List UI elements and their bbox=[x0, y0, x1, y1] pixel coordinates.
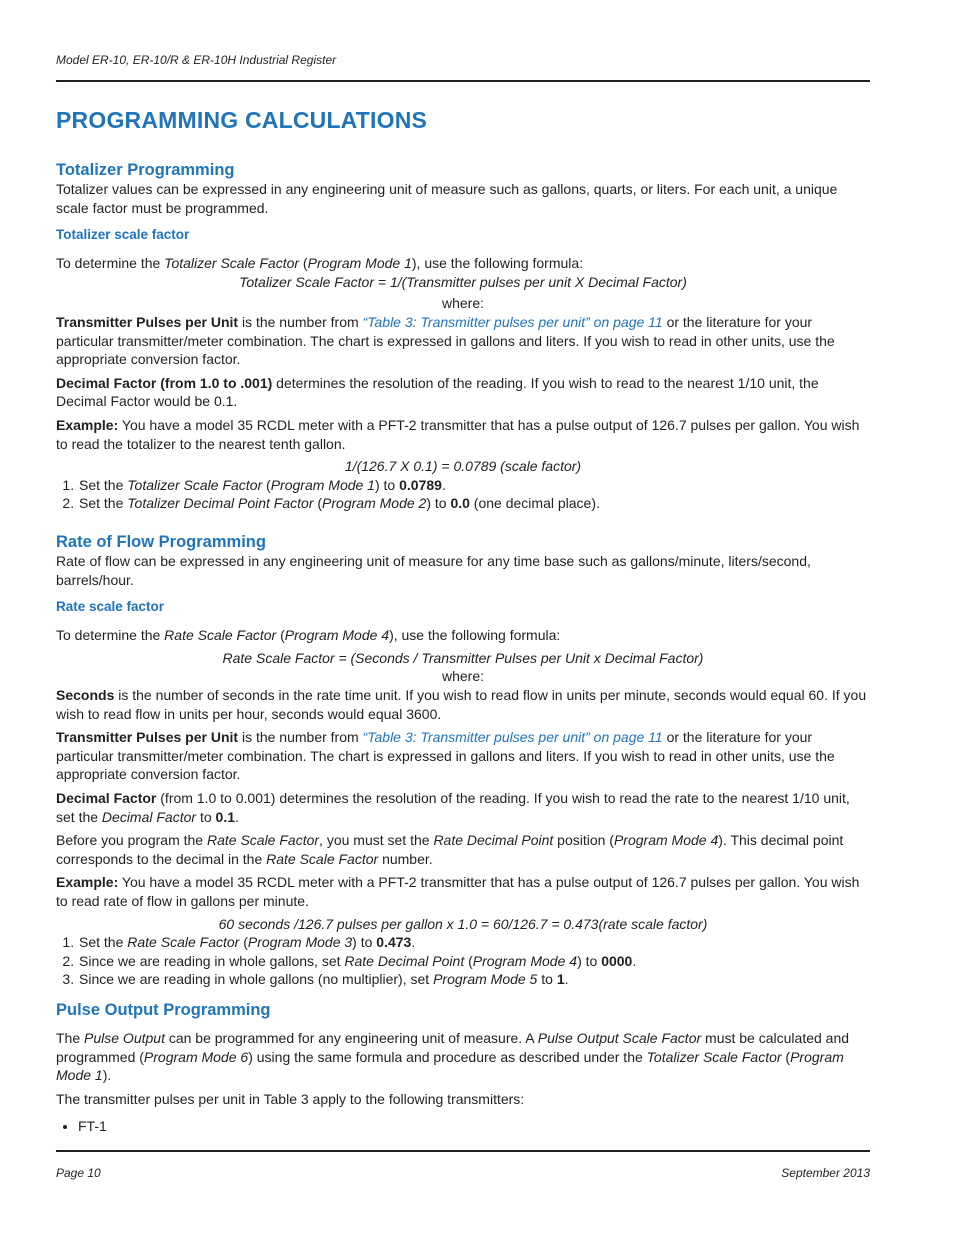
footer-rule bbox=[56, 1150, 870, 1152]
list-item: • FT-1 bbox=[78, 1117, 870, 1136]
totalizer-pulses-para: Transmitter Pulses per Unit is the number from “Table 3: Transmitter pulses per unit” on page 11 or the literature for your particular transmitter/meter combination. The chart is expressed in gallons and liters. If you wish to read in other units, use the appropriate conversion factor. bbox=[56, 313, 835, 368]
totalizer-where: where: bbox=[441, 295, 485, 312]
totalizer-steps bbox=[56, 476, 870, 513]
totalizer-scale-heading: Totalizer scale factor bbox=[56, 227, 190, 243]
pulse-intro: The Pulse Output can be programmed for any engineering unit of measure. A Pulse Output Scale Factor must be calculated and programmed (Program Mode 6) using the same formula and procedure as described under the Totalizer Scale Factor (Program Mode 1). bbox=[56, 1030, 850, 1084]
totalizer-section bbox=[56, 160, 870, 513]
page-number: Page 10 bbox=[56, 1166, 101, 1180]
totalizer-example-para: Example: You have a model 35 RCDL meter with a PFT-2 transmitter that has a pulse output of 126.7 pulses per gallon. You wish to read the totalizer to the nearest tenth gallon. bbox=[56, 416, 860, 452]
rate-determine: To determine the Rate Scale Factor (Program Mode 4), use the following formula: bbox=[56, 627, 561, 644]
transmitter-list bbox=[56, 1117, 870, 1136]
rate-example-para: Example: You have a model 35 RCDL meter with a PFT-2 transmitter that has a pulse output of 126.7 pulses per gallon. You wish to read rate of flow in gallons per minute. bbox=[56, 874, 860, 909]
list-item: 1. Set the Totalizer Scale Factor (Program Mode 1) to 0.0789. bbox=[78, 476, 870, 495]
totalizer-calc: 1/(126.7 X 0.1) = 0.0789 (scale factor) bbox=[344, 458, 582, 475]
totalizer-intro: Totalizer values can be expressed in any engineering unit of measure such as gallons, quarts, or liters. For each unit, a unique scale factor must be programmed. bbox=[56, 181, 838, 216]
list-item: 1. Set the Rate Scale Factor (Program Mode 3) to 0.473. bbox=[78, 933, 870, 952]
rate-where: where: bbox=[441, 668, 485, 685]
page-title: PROGRAMMING CALCULATIONS bbox=[56, 107, 428, 133]
pulse-heading: Pulse Output Programming bbox=[56, 1001, 271, 1019]
totalizer-decimal-para: Decimal Factor (from 1.0 to .001) determines the resolution of the reading. If you wish to read to the nearest 1/10 unit, the Decimal Factor would be 0.1. bbox=[56, 374, 819, 410]
rate-formula: Rate Scale Factor = (Seconds / Transmitter Pulses per Unit x Decimal Factor) bbox=[222, 649, 704, 666]
pulse-transmitters-para: The transmitter pulses per unit in Table 3 apply to the following transmitters: bbox=[56, 1090, 525, 1107]
footer-date: September 2013 bbox=[781, 1166, 870, 1180]
table3-link[interactable]: “Table 3: Transmitter pulses per unit” on page 11 bbox=[362, 729, 663, 746]
rate-pulses-para: Transmitter Pulses per Unit is the number from “Table 3: Transmitter pulses per unit” on page 11 or the literature for your particular transmitter/meter combination. The chart is expressed in gallons and liters. If you wish to read in other units, use the appropriate conversion factor. bbox=[56, 729, 835, 783]
totalizer-determine: To determine the Totalizer Scale Factor (Program Mode 1), use the following formula: bbox=[56, 255, 584, 272]
rate-before-para: Before you program the Rate Scale Factor, you must set the Rate Decimal Point position (Program Mode 4). This decimal point corresponds to the decimal in the Rate Scale Factor number. bbox=[56, 832, 844, 867]
running-header: Model ER-10, ER-10/R & ER-10H Industrial Register bbox=[56, 53, 337, 67]
header-rule bbox=[56, 80, 870, 82]
totalizer-formula: Totalizer Scale Factor = 1/(Transmitter pulses per unit X Decimal Factor) bbox=[239, 273, 687, 290]
list-item: 2. Since we are reading in whole gallons, set Rate Decimal Point (Program Mode 4) to 0000. bbox=[78, 952, 870, 971]
list-item: 2. Set the Totalizer Decimal Point Factor (Program Mode 2) to 0.0 (one decimal place). bbox=[78, 494, 870, 513]
rate-calc: 60 seconds /126.7 pulses per gallon x 1.0 = 60/126.7 = 0.473(rate scale factor) bbox=[218, 915, 708, 932]
pulse-section bbox=[56, 1000, 870, 1136]
rate-intro: Rate of flow can be expressed in any engineering unit of measure for any time base such as gallons/minute, liters/second, barrels/hour. bbox=[56, 553, 811, 588]
list-item: 3. Since we are reading in whole gallons (no multiplier), set Program Mode 5 to 1. bbox=[78, 970, 870, 989]
rate-seconds-para: Seconds is the number of seconds in the rate time unit. If you wish to read flow in units per minute, seconds would equal 60. If you wish to read flow in units per hour, seconds would equal 3600. bbox=[56, 686, 867, 722]
rate-section bbox=[56, 532, 870, 989]
rate-decimal-para: Decimal Factor (from 1.0 to 0.001) determines the resolution of the reading. If you wish to read the rate to the nearest 1/10 unit, set the Decimal Factor to 0.1. bbox=[56, 789, 850, 825]
rate-heading: Rate of Flow Programming bbox=[56, 533, 266, 551]
rate-scale-heading: Rate scale factor bbox=[56, 599, 165, 615]
rate-steps bbox=[56, 933, 870, 989]
table3-link[interactable]: “Table 3: Transmitter pulses per unit” on page 11 bbox=[362, 313, 663, 330]
totalizer-heading: Totalizer Programming bbox=[56, 161, 235, 179]
